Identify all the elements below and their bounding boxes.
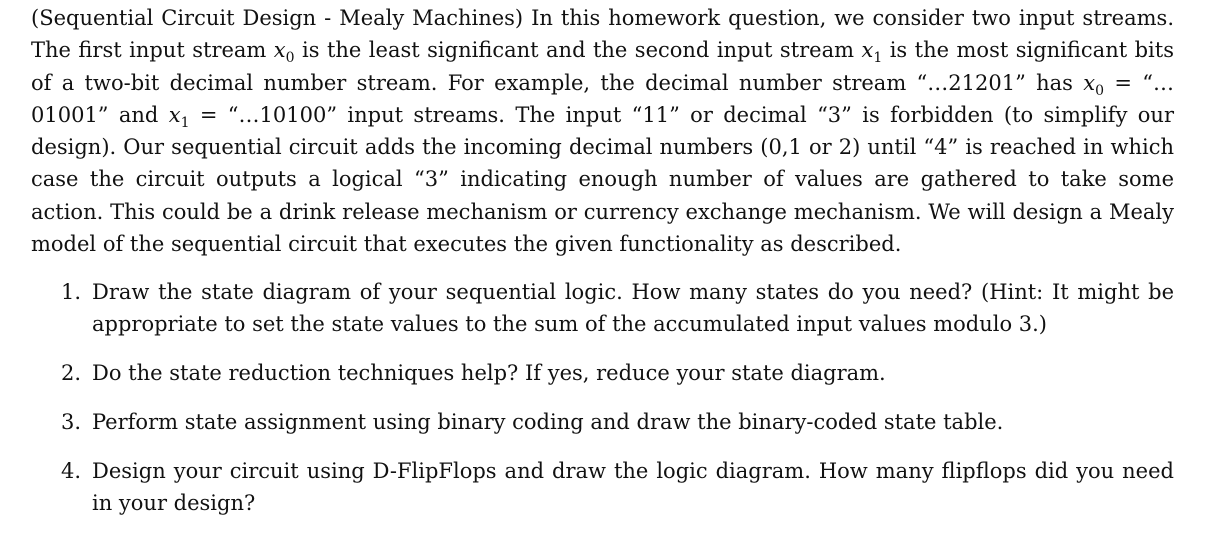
question-item	[61, 455, 1174, 520]
math-x0	[273, 38, 295, 67]
question-text: Do the state reduction techniques help? If yes, reduce your state diagram.	[92, 361, 886, 386]
math-var: x	[861, 38, 874, 63]
question-item	[61, 276, 1174, 341]
question-number: 2.	[61, 361, 82, 386]
question-number: 4.	[61, 458, 82, 483]
math-x0-example	[1083, 70, 1105, 99]
question-number: 1.	[61, 280, 82, 304]
math-var: x	[273, 38, 286, 63]
intro-text-5: = “…10100” input streams. The input “11” or decimal “3” is forbidden (to simplify our design). Our sequential circuit adds the incoming decimal numbers (0,1 or 2) until “4” is reached in which case the circuit outputs a logical “3” indicating enough number of values are gathered to take some action. This could be a drink release mechanism or currency exchange mechanism. We will design a Mealy model of the sequential circuit that executes the given functionality as described.	[31, 102, 1174, 257]
question-item	[61, 406, 1174, 438]
question-item	[61, 357, 1174, 389]
math-subscript: 1	[873, 50, 883, 67]
math-var: x	[168, 102, 181, 127]
question-text: Perform state assignment using binary coding and draw the binary-coded state table.	[92, 410, 1004, 435]
math-subscript: 0	[285, 50, 295, 67]
question-list	[61, 276, 1174, 536]
intro-text-1: (Sequential Circuit Design - Mealy Machines) In this homework question, we consider two input streams. The first input stream	[31, 6, 1174, 63]
problem-statement	[31, 2, 1174, 260]
question-text: Design your circuit using D-FlipFlops and draw the logic diagram. How many flipflops did you need in your design?	[92, 458, 1174, 516]
question-text: Draw the state diagram of your sequential logic. How many states do you need? (Hint: It might be appropriate to set the state values to the sum of the accumulated input values modulo 3.)	[92, 280, 1174, 337]
homework-page	[31, 2, 1174, 516]
math-subscript: 0	[1095, 82, 1105, 99]
math-subscript: 1	[180, 115, 190, 132]
intro-text-2: is the least significant and the second input stream	[294, 38, 862, 63]
intro-text-3: is the most significant bits of a two-bit decimal number stream. For example, the decimal number stream “…21201” has	[31, 38, 1174, 95]
question-number: 3.	[61, 410, 82, 435]
math-x1	[861, 38, 883, 67]
math-var: x	[1083, 70, 1096, 95]
intro-text-4: = “…01001” and	[31, 70, 1174, 127]
math-x1-example	[168, 102, 190, 132]
